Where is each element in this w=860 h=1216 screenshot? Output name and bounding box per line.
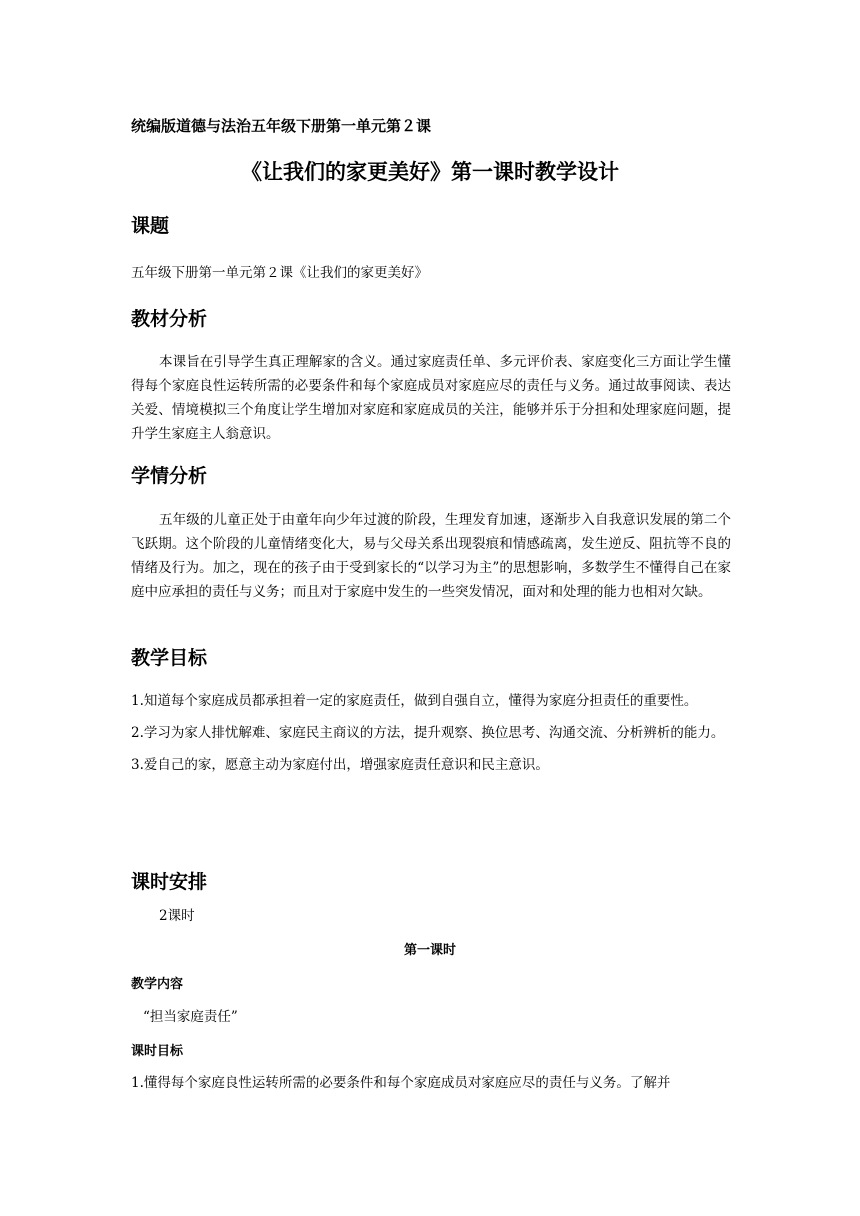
schedule-heading: 课时安排 [131,871,208,893]
content-text: “担当家庭责任” [143,1009,238,1025]
material-heading: 教材分析 [131,308,208,330]
content-label: 教学内容 [131,977,184,992]
goal-item: 3.爱自己的家，愿意主动为家庭付出，增强家庭责任意识和民主意识。 [131,757,549,773]
topic-text: 五年级下册第一单元第２课《让我们的家更美好》 [131,265,428,281]
goals-list [131,689,731,785]
learner-paragraph: 五年级的儿童正处于由童年向少年过渡的阶段，生理发育加速，逐渐步入自我意识发展的第二个飞跃期。这个阶段的儿童情绪变化大，易与父母关系出现裂痕和情感疏离，发生逆反、阻抗等不良的情绪及行为。加之，现在的孩子由于受到家长的“以学习为主”的思想影响，多数学生不懂得自己在家庭中应承担的责任与义务；而且对于家庭中发生的一些突发情况，面对和处理的能力也相对欠缺。 [131,512,731,600]
goal-item: 2.学习为家人排忧解难、家庭民主商议的方法，提升观察、换位思考、沟通交流、分析辨析的能力。 [131,725,725,741]
lesson-goal-text: 1.懂得每个家庭良性运转所需的必要条件和每个家庭成员对家庭应尽的责任与义务。了解并 [131,1075,671,1091]
document-subtitle: 统编版道德与法治五年级下册第一单元第２课 [131,117,432,135]
material-paragraph: 本课旨在引导学生真正理解家的含义。通过家庭责任单、多元评价表、家庭变化三方面让学生懂得每个家庭良性运转所需的必要条件和每个家庭成员对家庭应尽的责任与义务。通过故事阅读、表达关爱、情境模拟三个角度让学生增加对家庭和家庭成员的关注，能够并乐于分担和处理家庭问题，提升学生家庭主人翁意识。 [131,354,731,442]
lesson-goal-label: 课时目标 [131,1044,184,1059]
topic-heading: 课题 [131,215,170,237]
lesson1-heading: 第一课时 [403,943,456,958]
schedule-text: 2课时 [159,908,195,924]
goal-item: 1.知道每个家庭成员都承担着一定的家庭责任，做到自强自立，懂得为家庭分担责任的重要性。 [131,693,698,709]
document-title: 《让我们的家更美好》第一课时教学设计 [241,159,619,184]
learner-heading: 学情分析 [131,465,208,487]
goals-heading: 教学目标 [131,647,208,669]
